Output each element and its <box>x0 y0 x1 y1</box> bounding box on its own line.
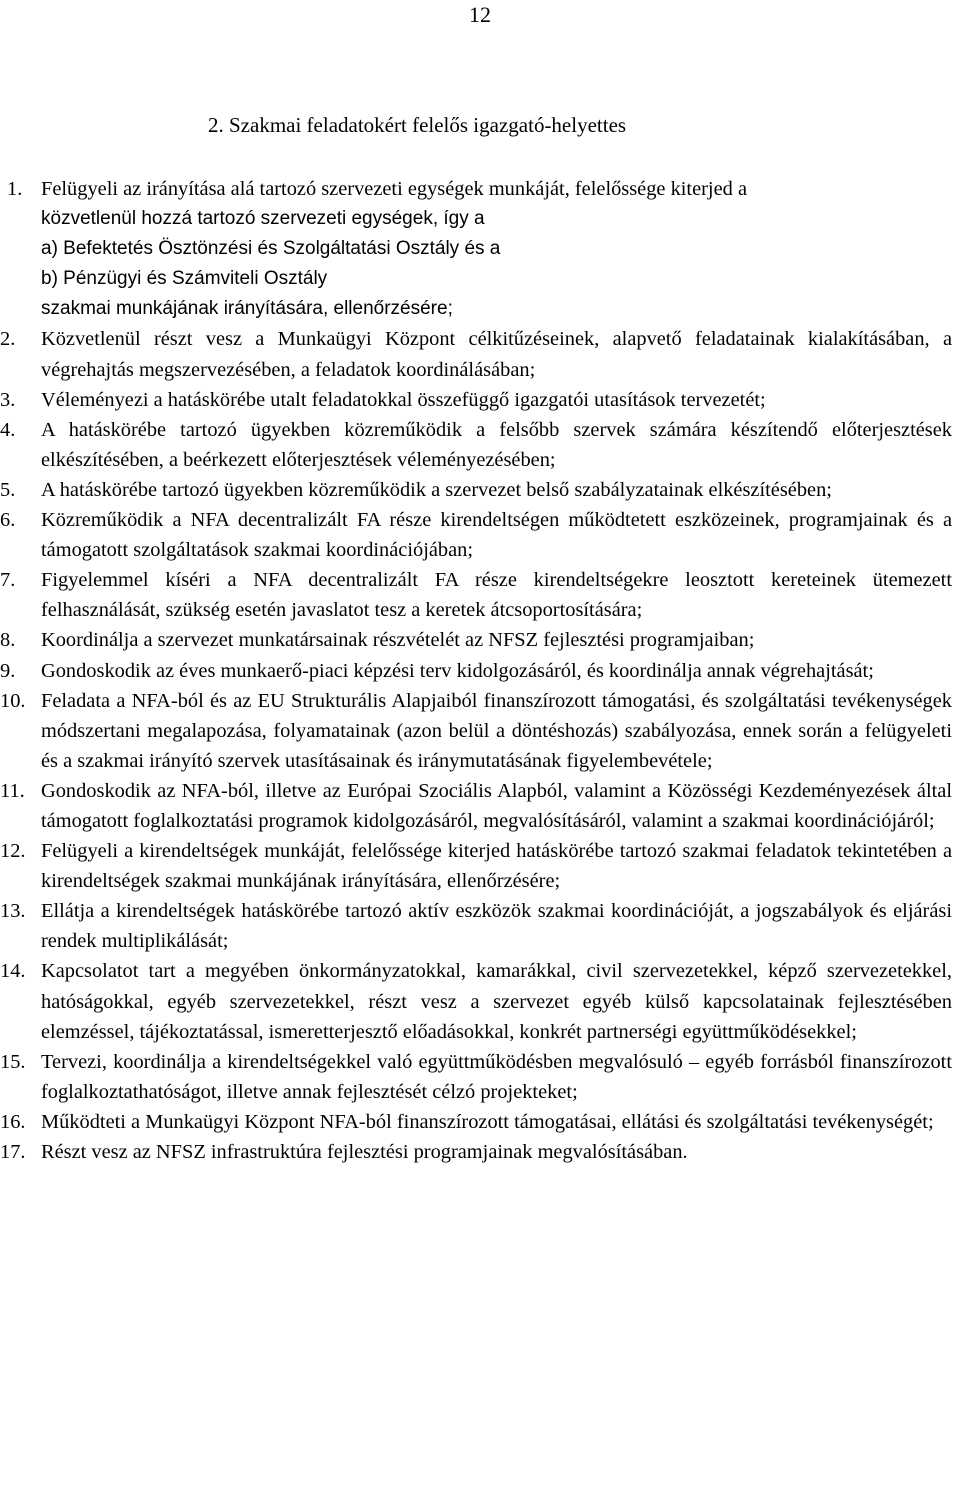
list-item <box>0 1107 960 1137</box>
list-item <box>0 836 960 896</box>
item-number: 15. <box>0 1050 26 1073</box>
item-number: 13. <box>0 900 26 923</box>
item-number: 4. <box>0 418 16 441</box>
item-text: Részt vesz az NFSZ infrastruktúra fejlesztési programjainak megvalósításában. <box>41 1141 688 1163</box>
item-number: 10. <box>0 689 26 712</box>
item-text: Koordinálja a szervezet munkatársainak részvételét az NFSZ fejlesztési programjaiban; <box>41 629 755 652</box>
item-number: 12. <box>0 840 26 863</box>
item-text: Véleményezi a hatáskörébe utalt feladatokkal összefüggő igazgatói utasítások tervezetét; <box>41 388 766 411</box>
item-text: A hatáskörébe tartozó ügyekben közreműködik a szervezet belső szabályzatainak elkészítésében; <box>41 478 832 501</box>
item-number: 2. <box>0 328 16 351</box>
item-number: 5. <box>0 478 16 501</box>
item-number: 16. <box>0 1110 26 1133</box>
list-item <box>0 324 960 384</box>
item-text: Figyelemmel kíséri a NFA decentralizált FA része kirendeltségekre leosztott kereteinek ütemezett felhasználását, szükség esetén javaslatot tesz a keretek átcsoportosítására; <box>41 569 952 622</box>
item-text: Tervezi, koordinálja a kirendeltségekkel való együttműködésben megvalósuló – egyéb forrásból finanszírozott foglalkoztathatóságot, illetve annak fejlesztését célzó projekteket; <box>41 1050 952 1103</box>
item-number: 8. <box>0 629 16 652</box>
list-item <box>0 174 960 324</box>
item-text: Ellátja a kirendeltségek hatáskörébe tartozó aktív eszközök szakmai koordinációját, a jogszabályok és eljárási rendek multiplikálását; <box>41 900 952 953</box>
list-item <box>0 415 960 475</box>
item-text: Felügyeli az irányítása alá tartozó szervezeti egységek munkáját, felelőssége kiterjed a <box>41 178 747 200</box>
page-number: 12 <box>469 2 491 27</box>
item-number: 1. <box>7 178 23 200</box>
list-item <box>0 956 960 1046</box>
item-text: Gondoskodik az éves munkaerő-piaci képzési terv kidolgozásáról, és koordinálja annak végrehajtását; <box>41 659 874 682</box>
section-heading: 2. Szakmai feladatokért felelős igazgató-helyettes <box>208 113 627 137</box>
item-number: 9. <box>0 659 16 682</box>
list-item <box>0 776 960 836</box>
item-number: 17. <box>0 1141 26 1163</box>
list-item <box>0 625 960 655</box>
list-item <box>0 505 960 565</box>
item-number: 3. <box>0 388 16 411</box>
item-subline: a) Befektetés Ösztönzési és Szolgáltatási Osztály és a <box>41 238 501 260</box>
item-number: 11. <box>0 779 25 802</box>
list-item <box>0 656 960 686</box>
item-text: Működteti a Munkaügyi Központ NFA-ból finanszírozott támogatásai, ellátási és szolgáltatási tevékenységét; <box>41 1110 934 1133</box>
item-text: Közreműködik a NFA decentralizált FA része kirendeltségen működtetett eszközeinek, programjainak és a támogatott szolgáltatások szakmai koordinációjában; <box>41 509 952 562</box>
list-item <box>0 1137 960 1167</box>
list-item <box>0 385 960 415</box>
item-number: 6. <box>0 509 16 532</box>
item-text: Feladata a NFA-ból és az EU Strukturális Alapjaiból finanszírozott támogatási, és szolgáltatási tevékenységek módszertani megalapozása, folyamatainak (azon belül a döntéshozás) szabályozása, ennek során a felügyeleti és a szakmai irányító szervek utasításainak és iránymutatásának figyelembevétele; <box>41 689 952 772</box>
item-text: Közvetlenül részt vesz a Munkaügyi Központ célkitűzéseinek, alapvető feladatainak kialakításában, a végrehajtás megszervezésében, a feladatok koordinálásában; <box>41 328 952 381</box>
item-number: 7. <box>0 569 16 592</box>
list-item <box>0 1047 960 1107</box>
item-text: Kapcsolatot tart a megyében önkormányzatokkal, kamarákkal, civil szervezetekkel, képző szervezetekkel, hatóságokkal, egyéb szervezetekkel, részt vesz a szervezet egyéb külső kapcsolatainak fejlesztésében elemzéssel, tájékoztatással, ismeretterjesztő előadásokkal, konkrét partnerségi együttműködésekkel; <box>41 960 952 1043</box>
item-number: 14. <box>0 960 26 983</box>
item-subline: szakmai munkájának irányítására, ellenőrzésére; <box>41 298 453 320</box>
item-text: A hatáskörébe tartozó ügyekben közreműködik a felsőbb szervek számára készítendő előterjesztések elkészítésében, a beérkezett előterjesztések véleményezésében; <box>41 418 952 471</box>
duty-list <box>0 174 960 1167</box>
item-text: Felügyeli a kirendeltségek munkáját, felelőssége kiterjed hatáskörébe tartozó szakmai feladatok tekintetében a kirendeltségek szakmai munkájának irányítására, ellenőrzésére; <box>41 840 952 893</box>
item-text: Gondoskodik az NFA-ból, illetve az Európai Szociális Alapból, valamint a Közösségi Kezdeményezések által támogatott foglalkoztatási programok kidolgozásáról, megvalósításáról, valamint a szakmai koordinációjáról; <box>41 779 952 832</box>
list-item <box>0 475 960 505</box>
list-item <box>0 686 960 776</box>
item-subline: közvetlenül hozzá tartozó szervezeti egységek, így a <box>41 208 485 230</box>
item-subline: b) Pénzügyi és Számviteli Osztály <box>41 268 328 290</box>
list-item <box>0 896 960 956</box>
list-item <box>0 565 960 625</box>
